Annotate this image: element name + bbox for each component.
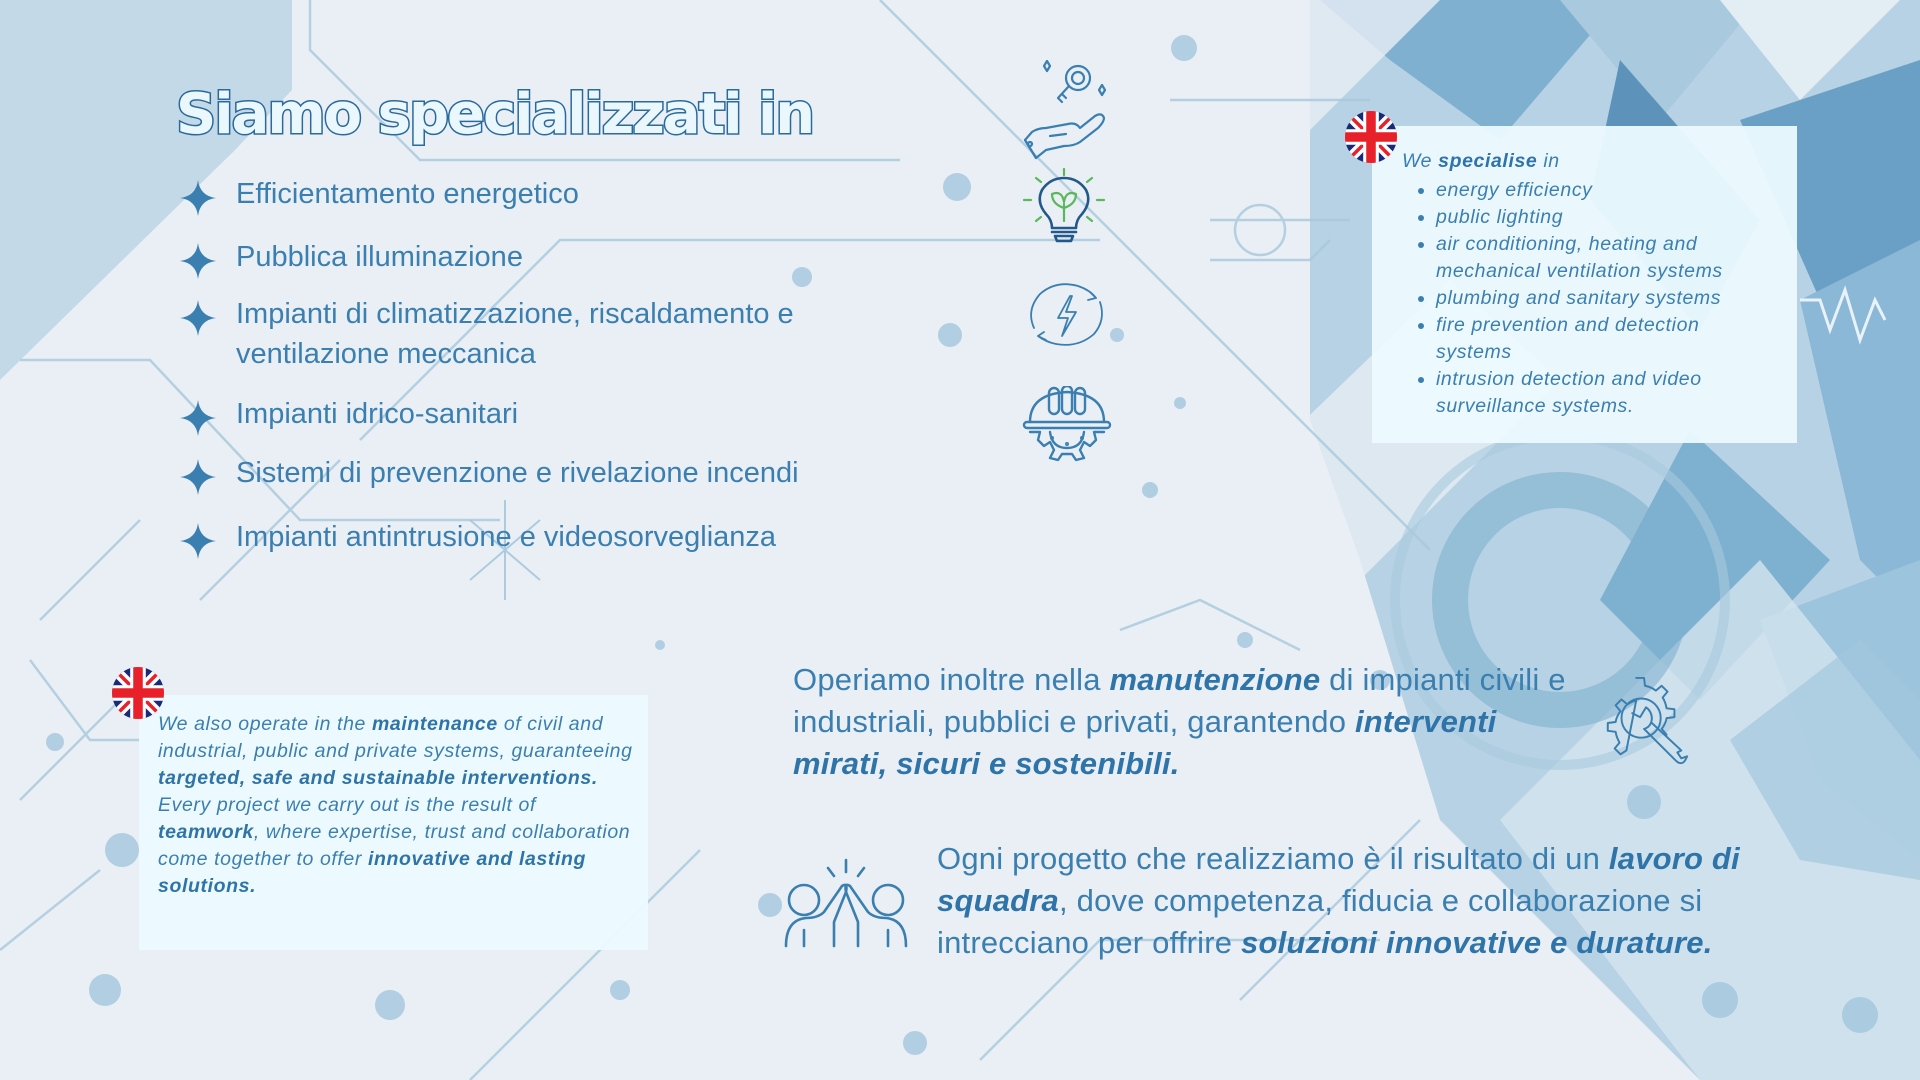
sparkle-bullet-icon <box>178 398 218 438</box>
specialty-item <box>178 174 898 214</box>
eco-lightbulb-icon <box>1022 168 1106 244</box>
uk-flag-icon <box>1345 111 1397 163</box>
hardhat-gear-icon <box>1022 386 1112 462</box>
english-specialty-item: • fire prevention and detection systems <box>1436 312 1777 366</box>
english-specialty-item: • plumbing and sanitary systems <box>1436 285 1777 312</box>
text-run: We also operate in the <box>158 713 372 735</box>
english-specialise-intro <box>1402 148 1777 175</box>
sparkle-bullet-icon <box>178 521 218 561</box>
intro-bold-text: specialise <box>1438 150 1538 172</box>
bold-text-run: manutenzione <box>1109 662 1321 697</box>
page-title: Siamo specializzati in <box>176 82 814 147</box>
sparkle-bullet-icon <box>178 241 218 281</box>
text-run: Operiamo inoltre nella <box>793 662 1110 697</box>
gear-wrench-icon <box>1597 674 1695 777</box>
bold-text-run: lavoro di squadra <box>937 841 1740 918</box>
bold-text-run: soluzioni innovative e durature. <box>1241 925 1713 960</box>
specialty-label: Sistemi di prevenzione e rivelazione incendi <box>236 457 799 489</box>
intro-text: We <box>1402 150 1439 172</box>
text-run: , where expertise, trust and collaboration come together to offer <box>158 821 631 870</box>
specialty-item <box>178 237 898 277</box>
specialties-list <box>178 170 898 557</box>
specialty-label: Efficientamento energetico <box>236 178 579 210</box>
english-specialise-box <box>1372 126 1797 443</box>
maintenance-paragraph <box>793 659 1593 785</box>
specialty-item <box>178 453 898 493</box>
english-specialty-item: • air conditioning, heating and mechanical ventilation systems <box>1436 231 1777 285</box>
specialty-item <box>178 394 898 434</box>
specialty-label: Impianti antintrusione e videosorveglianza <box>236 521 777 553</box>
english-specialty-item: • energy efficiency <box>1436 177 1777 204</box>
english-specialise-list <box>1402 177 1777 420</box>
english-specialty-item: • intrusion detection and video surveillance systems. <box>1436 366 1777 420</box>
english-specialty-item: • public lighting <box>1436 204 1777 231</box>
bold-text-run: interventi mirati, sicuri e sostenibili. <box>793 704 1497 781</box>
teamwork-paragraph <box>937 838 1817 964</box>
text-run: of civil and industrial, public and private systems, guaranteeing <box>158 713 633 762</box>
specialty-item <box>178 517 898 557</box>
text-run: Every project we carry out is the result of <box>158 794 537 816</box>
text-run: Ogni progetto che realizziamo è il risultato di un <box>937 841 1609 876</box>
english-maintenance-paragraph <box>158 711 638 792</box>
specialty-item <box>178 294 898 374</box>
sparkle-bullet-icon <box>178 298 218 338</box>
specialty-label: Pubblica illuminazione <box>236 241 523 273</box>
english-teamwork-paragraph <box>158 792 638 900</box>
english-maintenance-box <box>139 695 648 950</box>
teamwork-high-five-icon <box>784 858 908 955</box>
bold-text-run: maintenance <box>371 713 498 735</box>
text-run: , dove competenza, fiducia e collaborazione si intrecciano per offrire <box>937 883 1703 960</box>
uk-flag-icon <box>112 667 164 719</box>
bold-text-run: targeted, safe and sustainable interventions. <box>158 767 598 789</box>
specialty-label: Impianti di climatizzazione, riscaldamento e ventilazione meccanica <box>236 298 794 370</box>
bold-text-run: teamwork <box>158 821 254 843</box>
hand-key-icon <box>1020 58 1110 162</box>
sparkle-bullet-icon <box>178 178 218 218</box>
intro-text: in <box>1537 150 1560 172</box>
specialty-label: Impianti idrico-sanitari <box>236 398 519 430</box>
text-run: di impianti civili e industriali, pubblici e privati, garantendo <box>793 662 1566 739</box>
energy-cycle-icon <box>1024 280 1108 350</box>
bold-text-run: innovative and lasting solutions. <box>158 848 586 897</box>
sparkle-bullet-icon <box>178 457 218 497</box>
